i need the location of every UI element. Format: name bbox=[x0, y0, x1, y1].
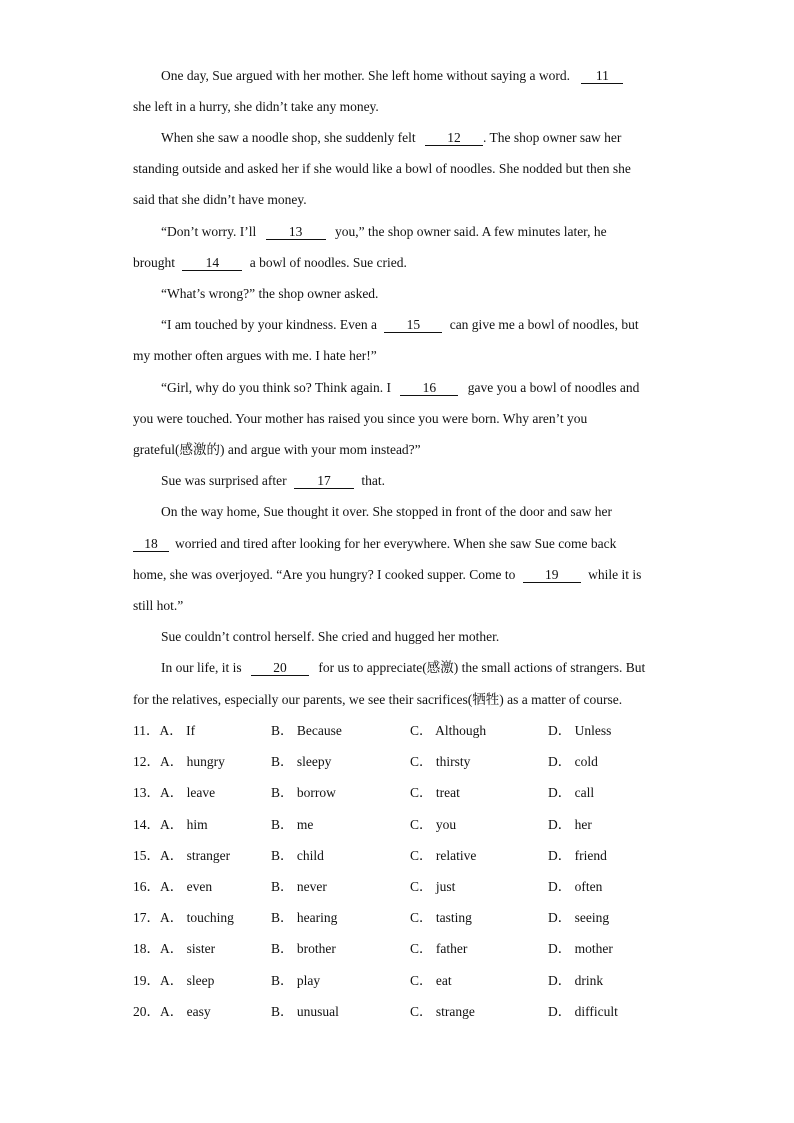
text: standing outside and asked her if she would like a bowl of noodles. She nodded but then she bbox=[133, 161, 631, 176]
option-c: C． tasting bbox=[410, 910, 472, 926]
option-b: B． borrow bbox=[271, 785, 336, 801]
passage-line bbox=[133, 691, 663, 709]
text: “Girl, why do you think so? Think again. I bbox=[161, 380, 391, 395]
blank-12: 12 bbox=[425, 130, 483, 146]
passage-line bbox=[133, 191, 663, 209]
text: In our life, it is bbox=[161, 660, 242, 675]
option-b: B． hearing bbox=[271, 910, 338, 926]
text: she left in a hurry, she didn’t take any money. bbox=[133, 99, 379, 114]
option-a: 12．A． hungry bbox=[133, 754, 225, 770]
option-c: C． father bbox=[410, 941, 468, 957]
option-d: D． Unless bbox=[548, 723, 612, 738]
option-d: D． difficult bbox=[548, 1003, 618, 1019]
option-b: B． sleepy bbox=[271, 754, 332, 770]
option-c: C． relative bbox=[410, 847, 477, 863]
option-a: 13．A． leave bbox=[133, 785, 216, 801]
blank-17: 17 bbox=[294, 473, 354, 489]
option-a: 16．A． even bbox=[133, 879, 213, 894]
text: can give me a bowl of noodles, but bbox=[449, 317, 639, 332]
option-c: C． thirsty bbox=[410, 754, 471, 770]
option-d: D． mother bbox=[548, 941, 613, 957]
text: “I am touched by your kindness. Even a bbox=[161, 317, 377, 332]
blank-13: 13 bbox=[266, 224, 326, 240]
text: “What’s wrong?” the shop owner asked. bbox=[161, 286, 379, 301]
text: you,” the shop owner said. A few minutes later, he bbox=[334, 224, 607, 239]
option-d: D． drink bbox=[548, 972, 604, 988]
text: . The shop owner saw her bbox=[482, 130, 622, 145]
passage-line bbox=[133, 535, 663, 553]
option-b: B． me bbox=[271, 816, 314, 832]
option-b: B． never bbox=[271, 879, 327, 894]
text: a bowl of noodles. Sue cried. bbox=[249, 255, 407, 270]
option-c: C． strange bbox=[410, 1003, 475, 1019]
option-b: B． unusual bbox=[271, 1003, 339, 1019]
text: that. bbox=[361, 473, 385, 488]
option-d: D． often bbox=[548, 879, 603, 894]
option-a: 11．A． If bbox=[133, 723, 196, 738]
option-a: 19．A． sleep bbox=[133, 972, 215, 988]
blank-14: 14 bbox=[182, 255, 242, 271]
passage-line bbox=[133, 347, 663, 365]
blank-20: 20 bbox=[251, 660, 309, 676]
text: home, she was overjoyed. “Are you hungry? I cooked supper. Come to bbox=[133, 567, 516, 582]
option-d: D． seeing bbox=[548, 910, 610, 926]
passage-line bbox=[161, 129, 663, 147]
text: Sue couldn’t control herself. She cried and hugged her mother. bbox=[161, 629, 500, 644]
text: worried and tired after looking for her everywhere. When she saw Sue come back bbox=[175, 536, 617, 551]
option-b: B． play bbox=[271, 972, 321, 988]
option-d: D． cold bbox=[548, 754, 598, 770]
option-b: B． Because bbox=[271, 723, 342, 738]
option-a: 14．A． him bbox=[133, 816, 208, 832]
option-b: B． child bbox=[271, 847, 324, 863]
text: still hot.” bbox=[133, 598, 184, 613]
option-a: 17．A． touching bbox=[133, 910, 234, 926]
passage-line bbox=[161, 503, 663, 521]
text: When she saw a noodle shop, she suddenly felt bbox=[161, 130, 416, 145]
text: for the relatives, especially our parents, we see their sacrifices(牺牲) as a matter of course. bbox=[133, 692, 623, 707]
passage-line bbox=[133, 254, 663, 272]
text: you were touched. Your mother has raised you since you were born. Why aren’t you bbox=[133, 411, 588, 426]
text: for us to appreciate(感激) the small actions of strangers. But bbox=[318, 660, 646, 675]
passage-line bbox=[161, 379, 663, 397]
passage-line bbox=[133, 441, 663, 459]
option-d: D． call bbox=[548, 785, 595, 801]
passage-line bbox=[161, 223, 663, 241]
blank-16: 16 bbox=[400, 380, 458, 396]
text: my mother often argues with me. I hate her!” bbox=[133, 348, 377, 363]
text: brought bbox=[133, 255, 175, 270]
passage-line bbox=[161, 628, 663, 646]
option-c: C． just bbox=[410, 879, 456, 894]
passage-line bbox=[161, 285, 663, 303]
option-a: 20．A． easy bbox=[133, 1003, 211, 1019]
option-c: C． you bbox=[410, 816, 457, 832]
text: On the way home, Sue thought it over. She stopped in front of the door and saw her bbox=[161, 504, 613, 519]
passage-line bbox=[133, 597, 663, 615]
passage-line bbox=[161, 316, 663, 334]
option-d: D． her bbox=[548, 816, 592, 832]
blank-18: 18 bbox=[133, 536, 169, 552]
text: gave you a bowl of noodles and bbox=[467, 380, 640, 395]
passage-line bbox=[133, 160, 663, 178]
option-a: 18．A． sister bbox=[133, 941, 216, 957]
passage-line bbox=[161, 659, 663, 677]
option-c: C． Although bbox=[410, 723, 487, 738]
text: Sue was surprised after bbox=[161, 473, 287, 488]
passage-line bbox=[161, 472, 663, 490]
blank-15: 15 bbox=[384, 317, 442, 333]
option-d: D． friend bbox=[548, 847, 607, 863]
passage-line bbox=[133, 410, 663, 428]
passage-line bbox=[133, 98, 663, 116]
text: while it is bbox=[588, 567, 642, 582]
passage-line bbox=[133, 566, 663, 584]
text: “Don’t worry. I’ll bbox=[161, 224, 257, 239]
blank-11: 11 bbox=[581, 68, 623, 84]
option-b: B． brother bbox=[271, 941, 336, 957]
text: grateful(感激的) and argue with your mom instead?” bbox=[133, 442, 421, 457]
text: One day, Sue argued with her mother. She left home without saying a word. bbox=[161, 68, 571, 83]
passage-line bbox=[161, 67, 663, 85]
option-c: C． treat bbox=[410, 785, 460, 801]
option-a: 15．A． stranger bbox=[133, 847, 231, 863]
text: said that she didn’t have money. bbox=[133, 192, 307, 207]
blank-19: 19 bbox=[523, 567, 581, 583]
option-c: C． eat bbox=[410, 972, 452, 988]
